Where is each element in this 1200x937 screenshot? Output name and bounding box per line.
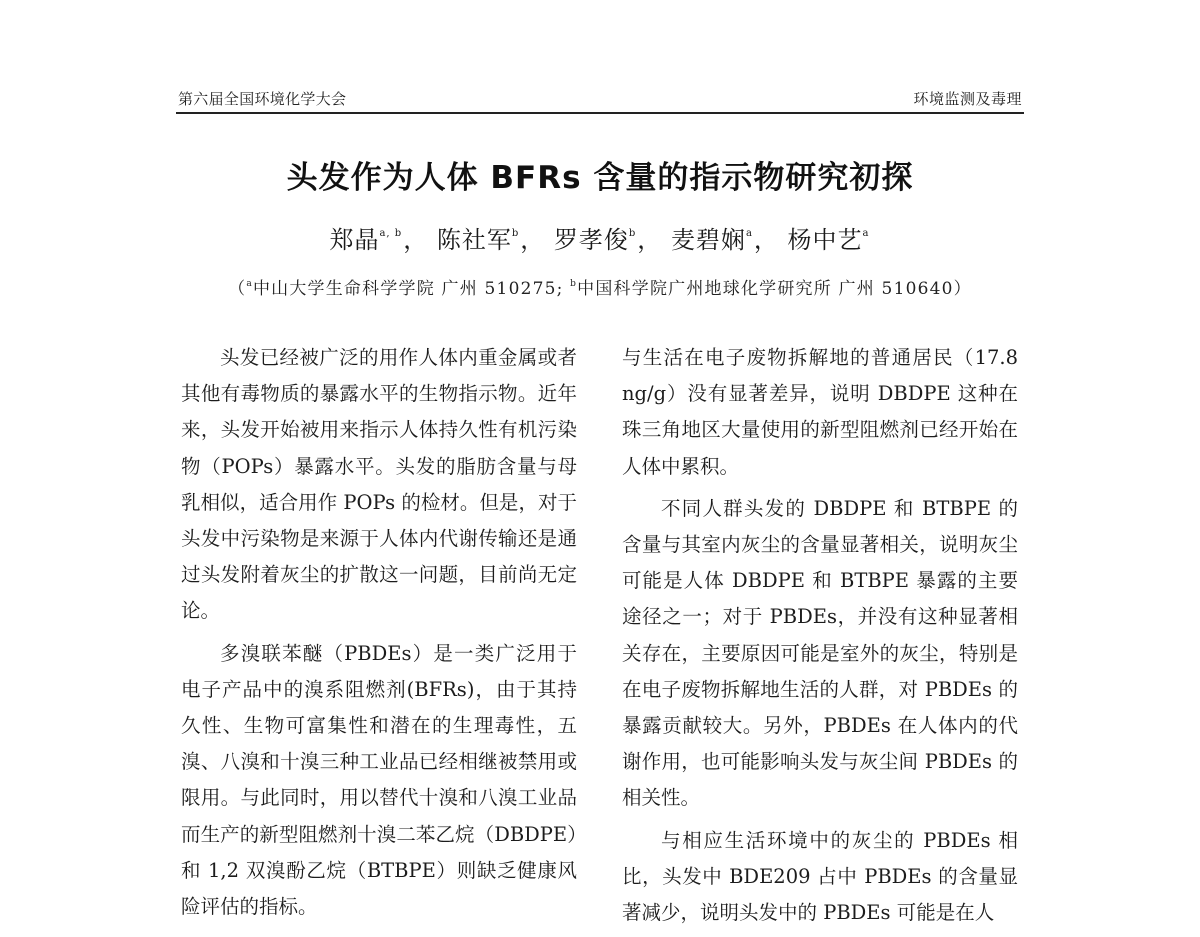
affiliation-mark-b: b — [570, 279, 578, 289]
author-affiliation-mark: a — [862, 228, 870, 239]
author-affiliation-mark: b — [511, 228, 520, 239]
body-paragraph: 多溴联苯醚（PBDEs）是一类广泛用于电子产品中的溴系阻燃剂(BFRs)，由于其持久性、生物可富集性和潜在的生理毒性，五溴、八溴和十溴三种工业品已经相继被禁用或限用。与此同时，用以替代十溴和八溴工业品而生产的新型阻燃剂十溴二苯乙烷（DBDPE）和 1,2 双溴酚乙烷（BTBPE）则缺乏健康风险评估的指标。 — [181, 641, 577, 919]
body-paragraph-continued: 与生活在电子废物拆解地的普通居民（17.8 ng/g）没有显著差异，说明 DBDPE 这种在珠三角地区大量使用的新型阻燃剂已经开始在人体中累积。 — [622, 346, 1018, 478]
author-separator: ， — [753, 226, 779, 254]
author-affiliation-mark: a, b — [379, 228, 403, 239]
running-header-conference: 第六届全国环境化学大会 — [178, 90, 347, 108]
affiliation-open-paren: （ — [228, 279, 247, 299]
author-list — [0, 220, 1200, 255]
affiliation-institution-b: 中国科学院广州地球化学研究所 广州 510640） — [577, 279, 972, 299]
body-paragraph: 不同人群头发的 DBDPE 和 BTBPE 的含量与其室内灰尘的含量显著相关，说明灰尘可能是人体 DBDPE 和 BTBPE 暴露的主要途径之一；对于 PBDEs，并没有这种显著相关存在，主要原因可能是室外的灰尘，特别是在电子废物拆解地生活的人群，对 PBDEs 的暴露贡献较大。另外，PBDEs 在人体内的代谢作用，也可能影响头发与灰尘间 PBDEs 的相关性。 — [622, 496, 1018, 810]
body-column-right — [622, 340, 1018, 937]
author-name: 杨中艺 — [787, 226, 863, 254]
body-paragraph: 与相应生活环境中的灰尘的 PBDEs 相比，头发中 BDE209 占中 PBDEs 的含量显著减少，说明头发中的 PBDEs 可能是在人 — [622, 828, 1018, 925]
author-name: 郑晶 — [329, 226, 380, 254]
author-name: 罗孝俊 — [553, 226, 629, 254]
author-name: 陈社军 — [436, 226, 512, 254]
body-column-left — [181, 340, 577, 931]
author-name: 麦碧娴 — [670, 226, 746, 254]
author-affiliation-mark: b — [628, 228, 637, 239]
author-separator: ， — [520, 226, 546, 254]
affiliation-line — [0, 274, 1200, 299]
author-separator: ， — [637, 226, 663, 254]
paper-title: 头发作为人体 BFRs 含量的指示物研究初探 — [286, 160, 914, 196]
affiliation-mark-a: a — [246, 279, 253, 289]
author-separator: ， — [403, 226, 429, 254]
header-divider — [176, 112, 1024, 114]
author-affiliation-mark: a — [745, 228, 753, 239]
body-paragraph: 头发已经被广泛的用作人体内重金属或者其他有毒物质的暴露水平的生物指示物。近年来，头发开始被用来指示人体持久性有机污染物（POPs）暴露水平。头发的脂肪含量与母乳相似，适合用作 POPs 的检材。但是，对于头发中污染物是来源于人体内代谢传输还是通过头发附着灰尘的扩散这一问题，目前尚无定论。 — [181, 346, 577, 623]
affiliation-institution-a: 中山大学生命科学学院 广州 510275; — [252, 279, 571, 299]
running-header-section: 环境监测及毒理 — [913, 90, 1022, 108]
